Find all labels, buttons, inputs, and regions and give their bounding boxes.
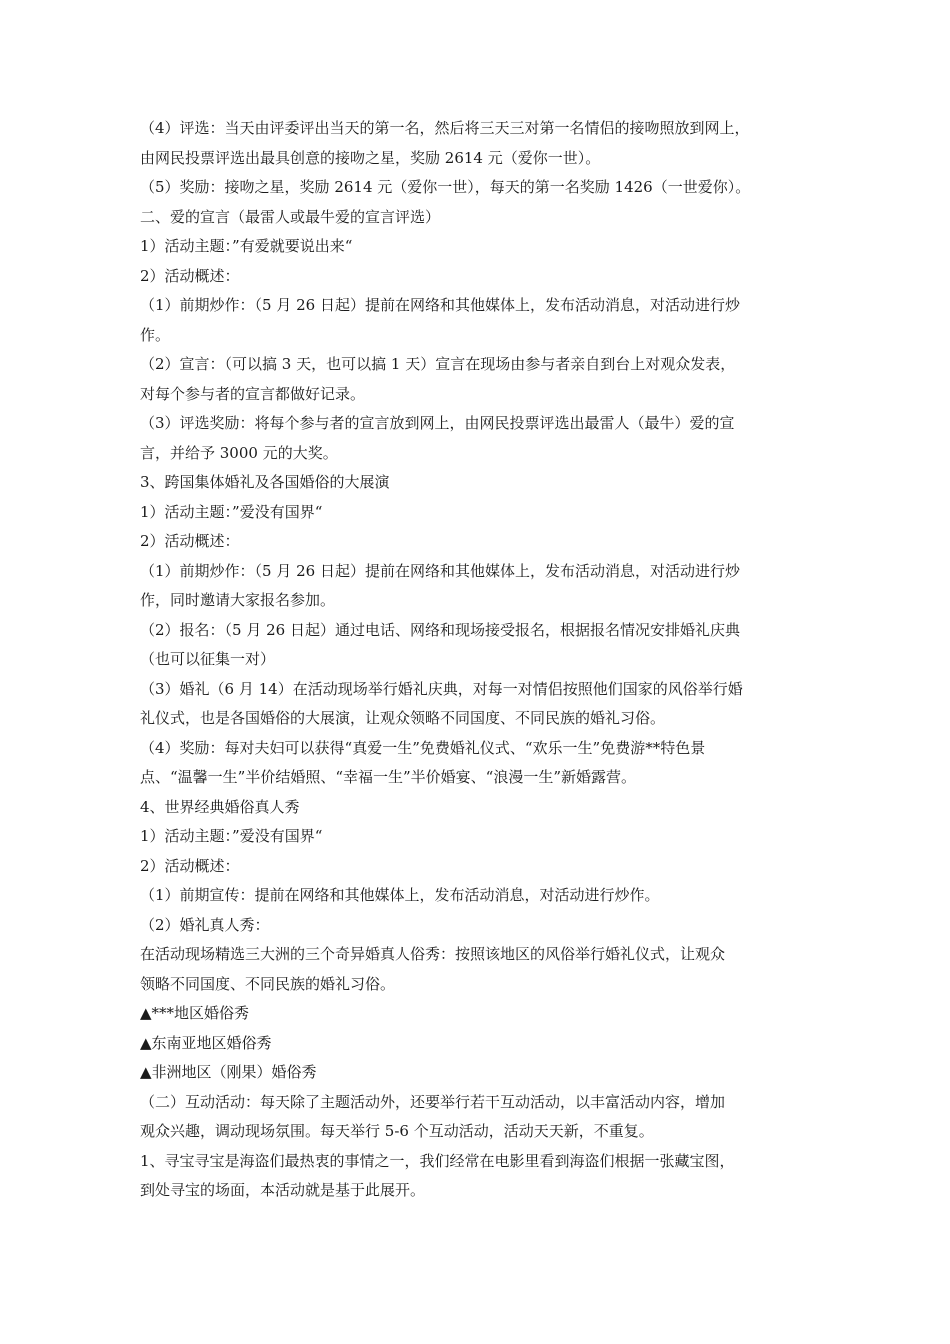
text-line: 2）活动概述：: [140, 532, 240, 550]
text-line: 1）活动主题：”爱没有国界“: [140, 827, 323, 845]
text-line: 由网民投票评选出最具创意的接吻之星，奖励 2614 元（爱你一世）。: [140, 148, 601, 167]
text-line: 2）活动概述：: [140, 266, 240, 285]
text-line: 言，并给予 3000 元的大奖。: [140, 443, 338, 462]
text-line: 作，同时邀请大家报名参加。: [140, 591, 336, 609]
text-line: 领略不同国度、不同民族的婚礼习俗。: [140, 974, 396, 993]
text-line: （2）婚礼真人秀：: [140, 915, 270, 934]
text-line: （2）宣言：（可以搞 3 天，也可以搞 1 天）宣言在现场由参与者亲自到台上对观众发表，: [140, 355, 736, 373]
text-line: ▲东南亚地区婚俗秀: [140, 1033, 272, 1052]
text-line: （3）评选奖励：将每个参与者的宣言放到网上，由网民投票评选出最雷人（最牛）爱的宣: [140, 414, 735, 432]
text-line: 1）活动主题：”爱没有国界“: [140, 502, 323, 521]
text-line: 二、爱的宣言（最雷人或最牛爱的宣言评选）: [140, 207, 441, 226]
text-line: ▲非洲地区（刚果）婚俗秀: [140, 1063, 317, 1081]
text-line: 2）活动概述：: [140, 856, 240, 875]
text-line: 4、世界经典婚俗真人秀: [140, 797, 300, 816]
document-body: [140, 114, 830, 1206]
text-line: （也可以征集一对）: [140, 650, 276, 668]
text-line: 作。: [140, 325, 171, 344]
text-line: 到处寻宝的场面，本活动就是基于此展开。: [140, 1181, 426, 1199]
text-line: （二）互动活动：每天除了主题活动外，还要举行若干互动活动，以丰富活动内容，增加: [140, 1092, 726, 1111]
text-line: （5）奖励：接吻之星，奖励 2614 元（爱你一世），每天的第一名奖励 1426（一世爱你）。: [140, 178, 751, 196]
text-line: 观众兴趣，调动现场氛围。每天举行 5-6 个互动活动，活动天天新，不重复。: [140, 1122, 654, 1140]
text-line: 1）活动主题：”有爱就要说出来“: [140, 237, 353, 255]
text-line: （1）前期宣传：提前在网络和其他媒体上，发布活动消息，对活动进行炒作。: [140, 886, 660, 904]
text-line: （4）评选：当天由评委评出当天的第一名，然后将三天三对第一名情侣的接吻照放到网上，: [140, 119, 750, 137]
text-line: （1）前期炒作：（5 月 26 日起）提前在网络和其他媒体上，发布活动消息，对活动进行炒: [140, 296, 740, 314]
text-line: （4）奖励：每对夫妇可以获得“真爱一生”免费婚礼仪式、“欢乐一生”免费游**特色景: [140, 738, 706, 757]
text-line: ▲***地区婚俗秀: [140, 1004, 250, 1022]
text-line: （3）婚礼（6 月 14）在活动现场举行婚礼庆典，对每一对情侣按照他们国家的风俗举行婚: [140, 679, 743, 698]
text-line: 点、“温馨一生”半价结婚照、“幸福一生”半价婚宴、“浪漫一生”新婚露营。: [140, 768, 637, 786]
text-line: 对每个参与者的宣言都做好记录。: [140, 384, 366, 403]
text-line: （2）报名：（5 月 26 日起）通过电话、网络和现场接受报名，根据报名情况安排婚礼庆典: [140, 620, 740, 639]
text-line: 3、跨国集体婚礼及各国婚俗的大展演: [140, 473, 390, 491]
text-line: 在活动现场精选三大洲的三个奇异婚真人俗秀：按照该地区的风俗举行婚礼仪式，让观众: [140, 945, 726, 963]
text-line: （1）前期炒作：（5 月 26 日起）提前在网络和其他媒体上，发布活动消息，对活动进行炒: [140, 561, 740, 580]
text-line: 礼仪式，也是各国婚俗的大展演，让观众领略不同国度、不同民族的婚礼习俗。: [140, 709, 666, 727]
text-line: 1、寻宝寻宝是海盗们最热衷的事情之一，我们经常在电影里看到海盗们根据一张藏宝图，: [140, 1151, 735, 1170]
